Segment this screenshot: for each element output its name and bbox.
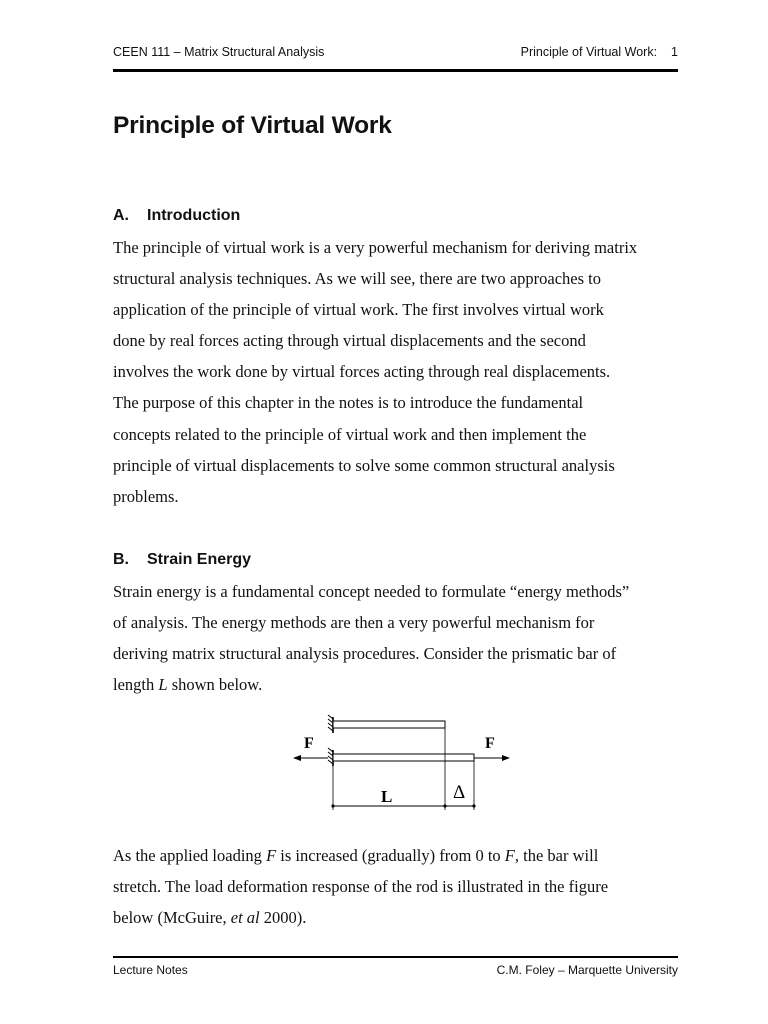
- introduction-paragraph: [113, 232, 683, 512]
- text-run: shown below.: [167, 675, 263, 695]
- course-title: CEEN 111 – Matrix Structural Analysis: [113, 45, 325, 59]
- paragraph-line: structural analysis techniques. As we will see, there are two approaches to: [113, 269, 601, 289]
- paragraph-line: stretch. The load deformation response of the rod is illustrated in the figure: [113, 877, 609, 897]
- dimension-tick: [443, 804, 446, 807]
- text-run: , the bar will: [514, 846, 599, 865]
- paragraph-line: involves the work done by virtual forces acting through real displacements.: [113, 362, 611, 382]
- text-run: below (McGuire,: [113, 908, 231, 928]
- italic-force-symbol: F: [266, 846, 277, 865]
- page-title: Principle of Virtual Work: [113, 112, 392, 139]
- italic-length-symbol: L: [158, 675, 168, 695]
- section-title: Strain Energy: [147, 551, 252, 568]
- footer-divider: [113, 956, 678, 958]
- strain-energy-paragraph: [113, 576, 683, 700]
- section-letter: A.: [113, 207, 129, 224]
- length-label: L: [381, 787, 393, 806]
- delta-label: Δ: [453, 782, 466, 803]
- italic-citation: et al: [230, 908, 260, 928]
- header-divider: [113, 69, 678, 72]
- right-force-label: F: [485, 735, 495, 752]
- page-header: [113, 45, 678, 65]
- paragraph-line: done by real forces acting through virtual displacements and the second: [113, 331, 586, 351]
- page-number: 1: [671, 45, 678, 59]
- after-figure-paragraph: [113, 840, 683, 933]
- paragraph-line: problems.: [113, 486, 179, 506]
- text-run: As the applied loading: [113, 846, 267, 865]
- text-run: length: [113, 675, 159, 695]
- footer-author: C.M. Foley – Marquette University: [496, 963, 678, 977]
- paragraph-line: deriving matrix structural analysis procedures. Consider the prismatic bar of: [113, 644, 617, 664]
- section-title: Introduction: [147, 207, 241, 224]
- section-letter: B.: [113, 551, 129, 568]
- paragraph-line: principle of virtual displacements to solve some common structural analysis: [113, 455, 615, 475]
- section-heading-introduction: [113, 207, 240, 225]
- paragraph-line: application of the principle of virtual work. The first involves virtual work: [113, 300, 604, 320]
- paragraph-line: [113, 669, 683, 700]
- paragraph-line: of analysis. The energy methods are then a very powerful mechanism for: [113, 613, 595, 633]
- text-run: 2000).: [259, 908, 307, 928]
- wall-support-bottom: [328, 748, 333, 766]
- paragraph-line: [113, 902, 683, 933]
- chapter-title: [521, 45, 678, 59]
- paragraph-line: The purpose of this chapter in the notes is to introduce the fundamental: [113, 393, 584, 413]
- wall-support-top: [328, 715, 333, 733]
- paragraph-line: [113, 840, 683, 871]
- section-heading-strain-energy: [113, 551, 251, 569]
- prismatic-bar-figure: [285, 710, 525, 816]
- stretched-bar: [333, 754, 474, 761]
- paragraph-line: Strain energy is a fundamental concept needed to formulate “energy methods”: [113, 582, 630, 601]
- left-force-label: F: [304, 735, 314, 752]
- footer-left-text: Lecture Notes: [113, 963, 188, 977]
- dimension-tick: [331, 804, 334, 807]
- chapter-name: Principle of Virtual Work:: [520, 45, 658, 59]
- paragraph-line: concepts related to the principle of virtual work and then implement the: [113, 424, 587, 444]
- text-run: is increased (gradually) from 0 to: [276, 846, 505, 865]
- italic-force-symbol: F: [504, 846, 515, 865]
- original-bar: [333, 721, 445, 728]
- dimension-tick: [472, 804, 475, 807]
- paragraph-line: The principle of virtual work is a very powerful mechanism for deriving matrix: [113, 238, 638, 257]
